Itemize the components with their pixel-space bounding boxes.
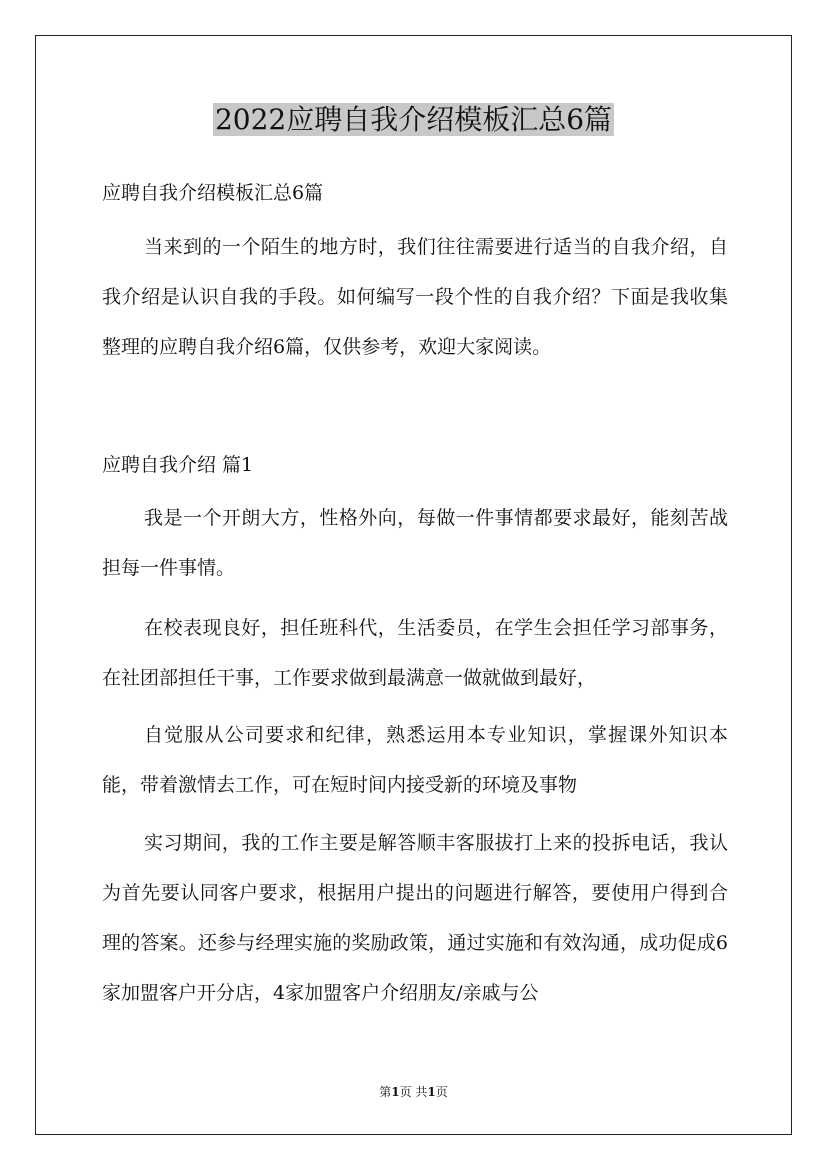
paragraph-4: 实习期间，我的工作主要是解答顺丰客服拔打上来的投拆电话，我认为首先要认同客户要求，根据用户提出的问题进行解答，要使用户得到合理的答案。还参与经理实施的奖励政策，通过实施和有效沟通，成功促成6家加盟客户开分店，4家加盟客户介绍朋友/亲戚与公: [102, 832, 728, 1004]
footer-total-pages: 1: [427, 1085, 436, 1099]
paragraph-3: 自觉服从公司要求和纪律，熟悉运用本专业知识，掌握课外知识本能，带着激情去工作，可在短时间内接受新的环境及事物: [102, 724, 728, 796]
footer-suffix: 页: [435, 1085, 448, 1099]
intro-paragraph: 当来到的一个陌生的地方时，我们往往需要进行适当的自我介绍，自我介绍是认识自我的手段。如何编写一段个性的自我介绍？下面是我收集整理的应聘自我介绍6篇，仅供参考，欢迎大家阅读。: [102, 236, 728, 358]
document-title-text: 2022应聘自我介绍模板汇总6篇: [214, 103, 613, 136]
document-title: [0, 98, 827, 142]
footer-mid: 页 共: [399, 1085, 428, 1099]
paragraph-1: 我是一个开朗大方，性格外向，每做一件事情都要求最好，能刻苦战担每一件事情。: [102, 507, 728, 579]
section-heading: 应聘自我介绍 篇1: [102, 454, 254, 476]
page-footer: [0, 1083, 827, 1101]
footer-prefix: 第: [379, 1085, 392, 1099]
paragraph-2: 在校表现良好，担任班科代，生活委员，在学生会担任学习部事务，在社团部担任干事，工作要求做到最满意一做就做到最好，: [102, 617, 728, 689]
document-subtitle: 应聘自我介绍模板汇总6篇: [102, 182, 324, 204]
footer-current-page: 1: [391, 1085, 400, 1099]
